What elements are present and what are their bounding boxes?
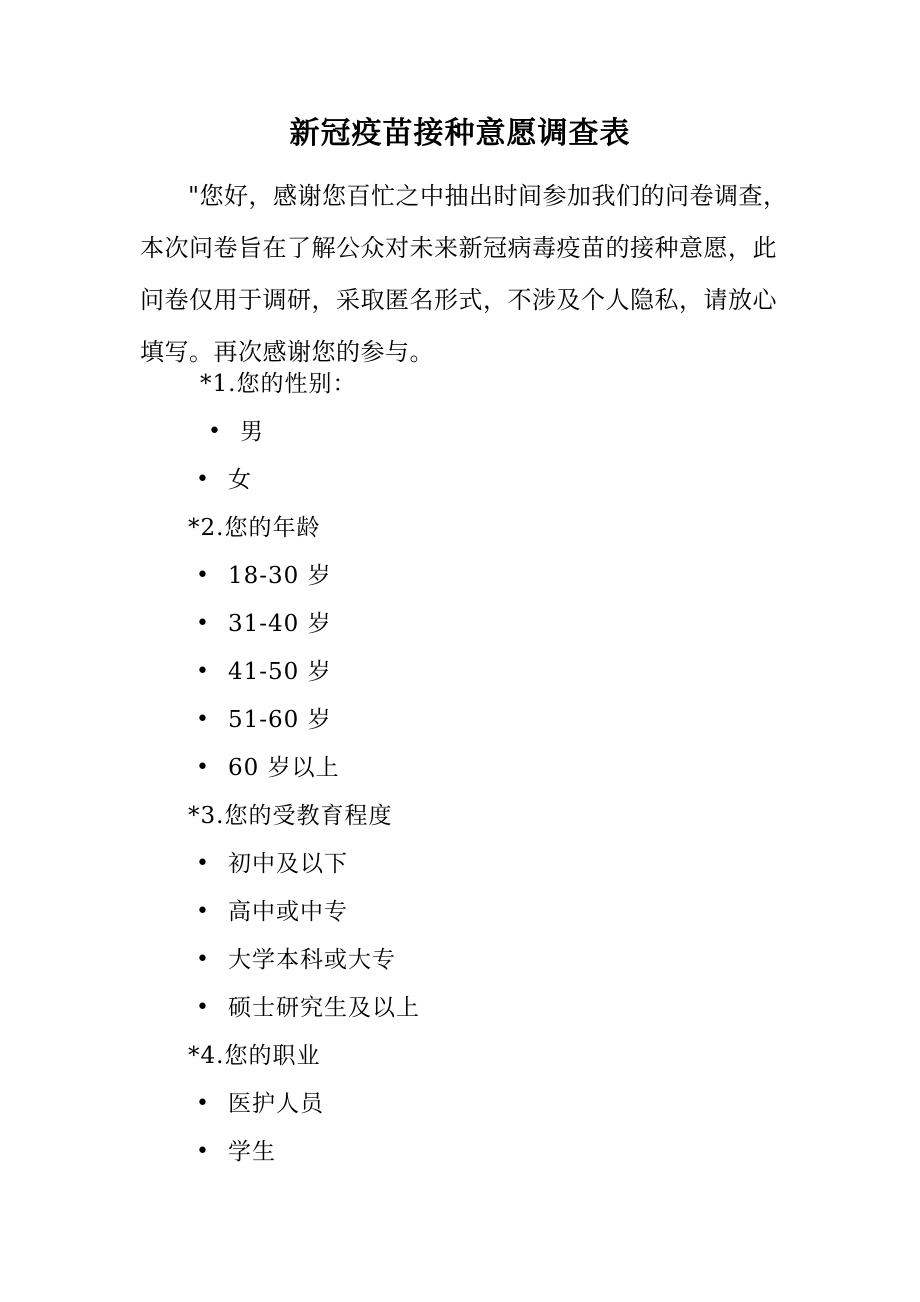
- option-job-medical: 医护人员: [228, 1091, 324, 1117]
- question-1-label: *1.您的性别：: [200, 371, 357, 397]
- question-3-label: *3.您的受教育程度: [188, 803, 393, 829]
- bullet-icon: •: [196, 995, 209, 1020]
- intro-paragraph: "您好，感谢您百忙之中抽出时间参加我们的问卷调查，本次问卷旨在了解公众对未来新冠病毒疫苗的接种意愿，此问卷仅用于调研，采取匿名形式，不涉及个人隐私，请放心填写。再次感谢您的参与。: [140, 182, 788, 366]
- document-title: 新冠疫苗接种意愿调查表: [289, 116, 631, 151]
- option-edu-college: 大学本科或大专: [228, 947, 396, 973]
- bullet-icon: •: [196, 611, 209, 636]
- bullet-icon: •: [196, 755, 209, 780]
- option-age-41-50: 41-50 岁: [228, 659, 332, 685]
- question-4-label: *4.您的职业: [188, 1043, 321, 1069]
- bullet-icon: •: [196, 1139, 209, 1164]
- question-2-label: *2.您的年龄: [188, 515, 321, 541]
- bullet-icon: •: [196, 899, 209, 924]
- bullet-icon: •: [196, 1091, 209, 1116]
- option-edu-junior-high: 初中及以下: [228, 851, 348, 877]
- bullet-icon: •: [196, 563, 209, 588]
- bullet-icon: •: [196, 851, 209, 876]
- bullet-icon: •: [196, 467, 209, 492]
- bullet-icon: •: [208, 419, 221, 444]
- option-age-60-plus: 60 岁以上: [228, 755, 340, 781]
- option-gender-male: 男: [240, 419, 264, 445]
- bullet-icon: •: [196, 947, 209, 972]
- option-edu-graduate: 硕士研究生及以上: [228, 995, 420, 1021]
- option-age-18-30: 18-30 岁: [228, 563, 332, 589]
- bullet-icon: •: [196, 659, 209, 684]
- option-job-student: 学生: [228, 1139, 276, 1165]
- bullet-icon: •: [196, 707, 209, 732]
- option-age-31-40: 31-40 岁: [228, 611, 332, 637]
- option-edu-high-school: 高中或中专: [228, 899, 348, 925]
- option-gender-female: 女: [228, 467, 252, 493]
- option-age-51-60: 51-60 岁: [228, 707, 332, 733]
